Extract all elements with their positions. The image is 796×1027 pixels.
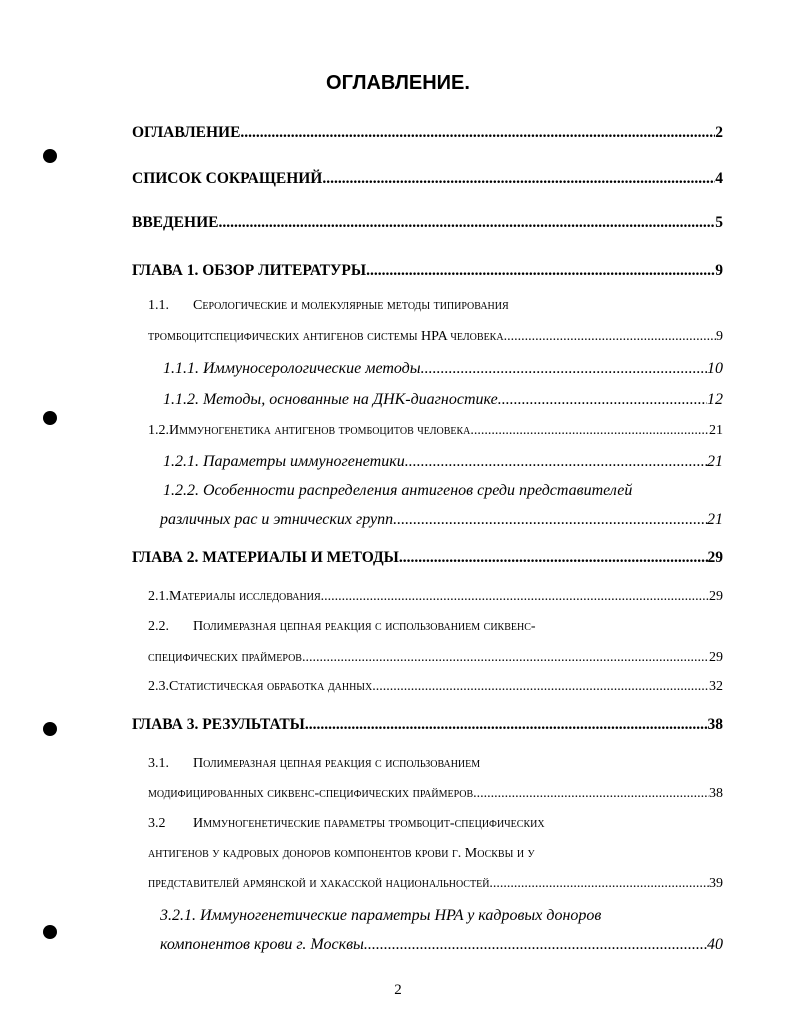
toc-entry[interactable] (132, 549, 723, 567)
toc-entry-title: специфических праймеров. (148, 650, 306, 665)
toc-entry-title: ОГЛАВЛЕНИЕ. (132, 124, 245, 141)
toc-entry-number: 3.2 (148, 816, 166, 831)
toc-entry[interactable] (163, 360, 723, 378)
toc-entry-title: Материалы исследования. (169, 589, 325, 604)
dot-leader (370, 262, 715, 280)
toc-entry[interactable] (148, 679, 723, 695)
toc-page-number: 38 (709, 786, 723, 801)
toc-entry-title: ГЛАВА 1. ОБЗОР ЛИТЕРАТУРЫ. (132, 262, 370, 279)
toc-entry-number: 1.1. (148, 298, 169, 313)
toc-entry-title: модифицированных сиквенс-специфических праймеров. (148, 786, 477, 801)
dot-leader (368, 936, 707, 954)
toc-entry[interactable] (148, 650, 723, 666)
toc-page-number: 38 (707, 716, 723, 733)
dot-leader (425, 360, 707, 378)
toc-entry-title: ВВЕДЕНИЕ (132, 214, 219, 231)
toc-entry[interactable] (132, 262, 723, 280)
toc-entry[interactable] (160, 511, 723, 529)
toc-entry-title: Иммуногенетические параметры тромбоцит-специфических (193, 816, 545, 831)
toc-page-number: 39 (709, 876, 723, 891)
toc-entry-line[interactable] (148, 619, 536, 635)
toc-page-number: 21 (707, 453, 723, 470)
toc-page-number: 10 (707, 360, 723, 377)
toc-entry[interactable] (160, 936, 723, 954)
toc-entry[interactable] (132, 716, 723, 734)
punch-hole-icon (43, 925, 57, 939)
toc-entry[interactable] (132, 214, 723, 232)
toc-entry-title: различных рас и этнических групп. (160, 511, 398, 528)
toc-entry-title: 1.1.1. Иммуносерологические методы. (163, 360, 425, 377)
toc-entry-number: 2.2. (148, 619, 169, 634)
toc-entry-line[interactable]: 1.2.2. Особенности распределения антигенов среди представителей (163, 482, 633, 499)
dot-leader (507, 329, 716, 345)
toc-entry[interactable] (148, 423, 723, 439)
toc-entry-title: представителей армянской и хакасской национальностей. (148, 876, 493, 891)
toc-page-number: 9 (716, 329, 723, 344)
punch-hole-icon (43, 722, 57, 736)
toc-entry-title: Иммуногенетика антигенов тромбоцитов человека. (169, 423, 474, 438)
dot-leader (403, 549, 708, 567)
dot-leader (244, 124, 715, 142)
toc-entry[interactable] (132, 124, 723, 142)
toc-entry-title: тромбоцитспецифических антигенов системы HPA человека. (148, 329, 508, 344)
punch-hole-icon (43, 411, 57, 425)
toc-page-number: 12 (707, 391, 723, 408)
toc-entry-line[interactable]: 3.2.1. Иммуногенетические параметры HPA у кадровых доноров (160, 907, 602, 924)
toc-entry[interactable] (132, 170, 723, 188)
dot-leader (409, 453, 707, 471)
toc-entry[interactable] (148, 876, 723, 892)
toc-page-number: 29 (709, 650, 723, 665)
toc-entry-title: 1.2.1. Параметры иммуногенетики. (163, 453, 409, 470)
toc-page-number: 40 (707, 936, 723, 953)
toc-entry-line[interactable] (148, 756, 480, 772)
dot-leader (477, 786, 709, 802)
toc-entry-number: 2.3. (148, 679, 169, 694)
toc-entry[interactable] (148, 329, 723, 345)
toc-entry-title: ГЛАВА 2. МАТЕРИАЛЫ И МЕТОДЫ. (132, 549, 403, 566)
page-number: 2 (394, 982, 402, 998)
toc-page-number: 29 (707, 549, 723, 566)
toc-entry-line[interactable] (148, 298, 509, 314)
toc-entry-title: ГЛАВА 3. РЕЗУЛЬТАТЫ (132, 716, 305, 733)
toc-page-number: 21 (707, 511, 723, 528)
toc-entry[interactable] (163, 453, 723, 471)
toc-page-number: 29 (709, 589, 723, 604)
toc-entry-number: 2.1. (148, 589, 169, 604)
toc-page-number: 21 (709, 423, 723, 438)
toc-page-number: 2 (715, 124, 723, 141)
toc-entry-title: Статистическая обработка данных. (169, 679, 376, 694)
toc-entry-line[interactable] (148, 816, 545, 832)
dot-leader (305, 650, 709, 666)
toc-entry-title: 1.1.2. Методы, основанные на ДНК-диагностике (163, 391, 498, 408)
toc-entry-number: 1.2. (148, 423, 169, 438)
punch-hole-icon (43, 149, 57, 163)
toc-entry-title: СПИСОК СОКРАЩЕНИЙ. (132, 170, 327, 187)
toc-entry[interactable] (148, 786, 723, 802)
dot-leader (324, 589, 709, 605)
toc-page-number: 32 (709, 679, 723, 694)
toc-entry[interactable] (163, 391, 723, 409)
toc-page-number: 4 (715, 170, 723, 187)
dot-leader (474, 423, 709, 439)
toc-entry-line[interactable]: антигенов у кадровых доноров компонентов крови г. Москвы и у (148, 846, 535, 861)
toc-entry-number: 3.1. (148, 756, 169, 771)
dot-leader (397, 511, 707, 529)
dot-leader (498, 391, 707, 409)
dot-leader (376, 679, 709, 695)
toc-page-number: 9 (715, 262, 723, 279)
toc-entry-title: Полимеразная цепная реакция с использованием сиквенс- (193, 619, 536, 634)
toc-entry-title: компонентов крови г. Москвы. (160, 936, 368, 953)
toc-entry-title: Серологические и молекулярные методы типирования (193, 298, 509, 313)
dot-leader (218, 214, 715, 232)
dot-leader (493, 876, 709, 892)
toc-entry[interactable] (148, 589, 723, 605)
toc-page-number: 5 (715, 214, 723, 231)
dot-leader (326, 170, 715, 188)
dot-leader (305, 716, 708, 734)
toc-entry-title: Полимеразная цепная реакция с использованием (193, 756, 481, 771)
page-title: ОГЛАВЛЕНИЕ. (326, 72, 470, 94)
